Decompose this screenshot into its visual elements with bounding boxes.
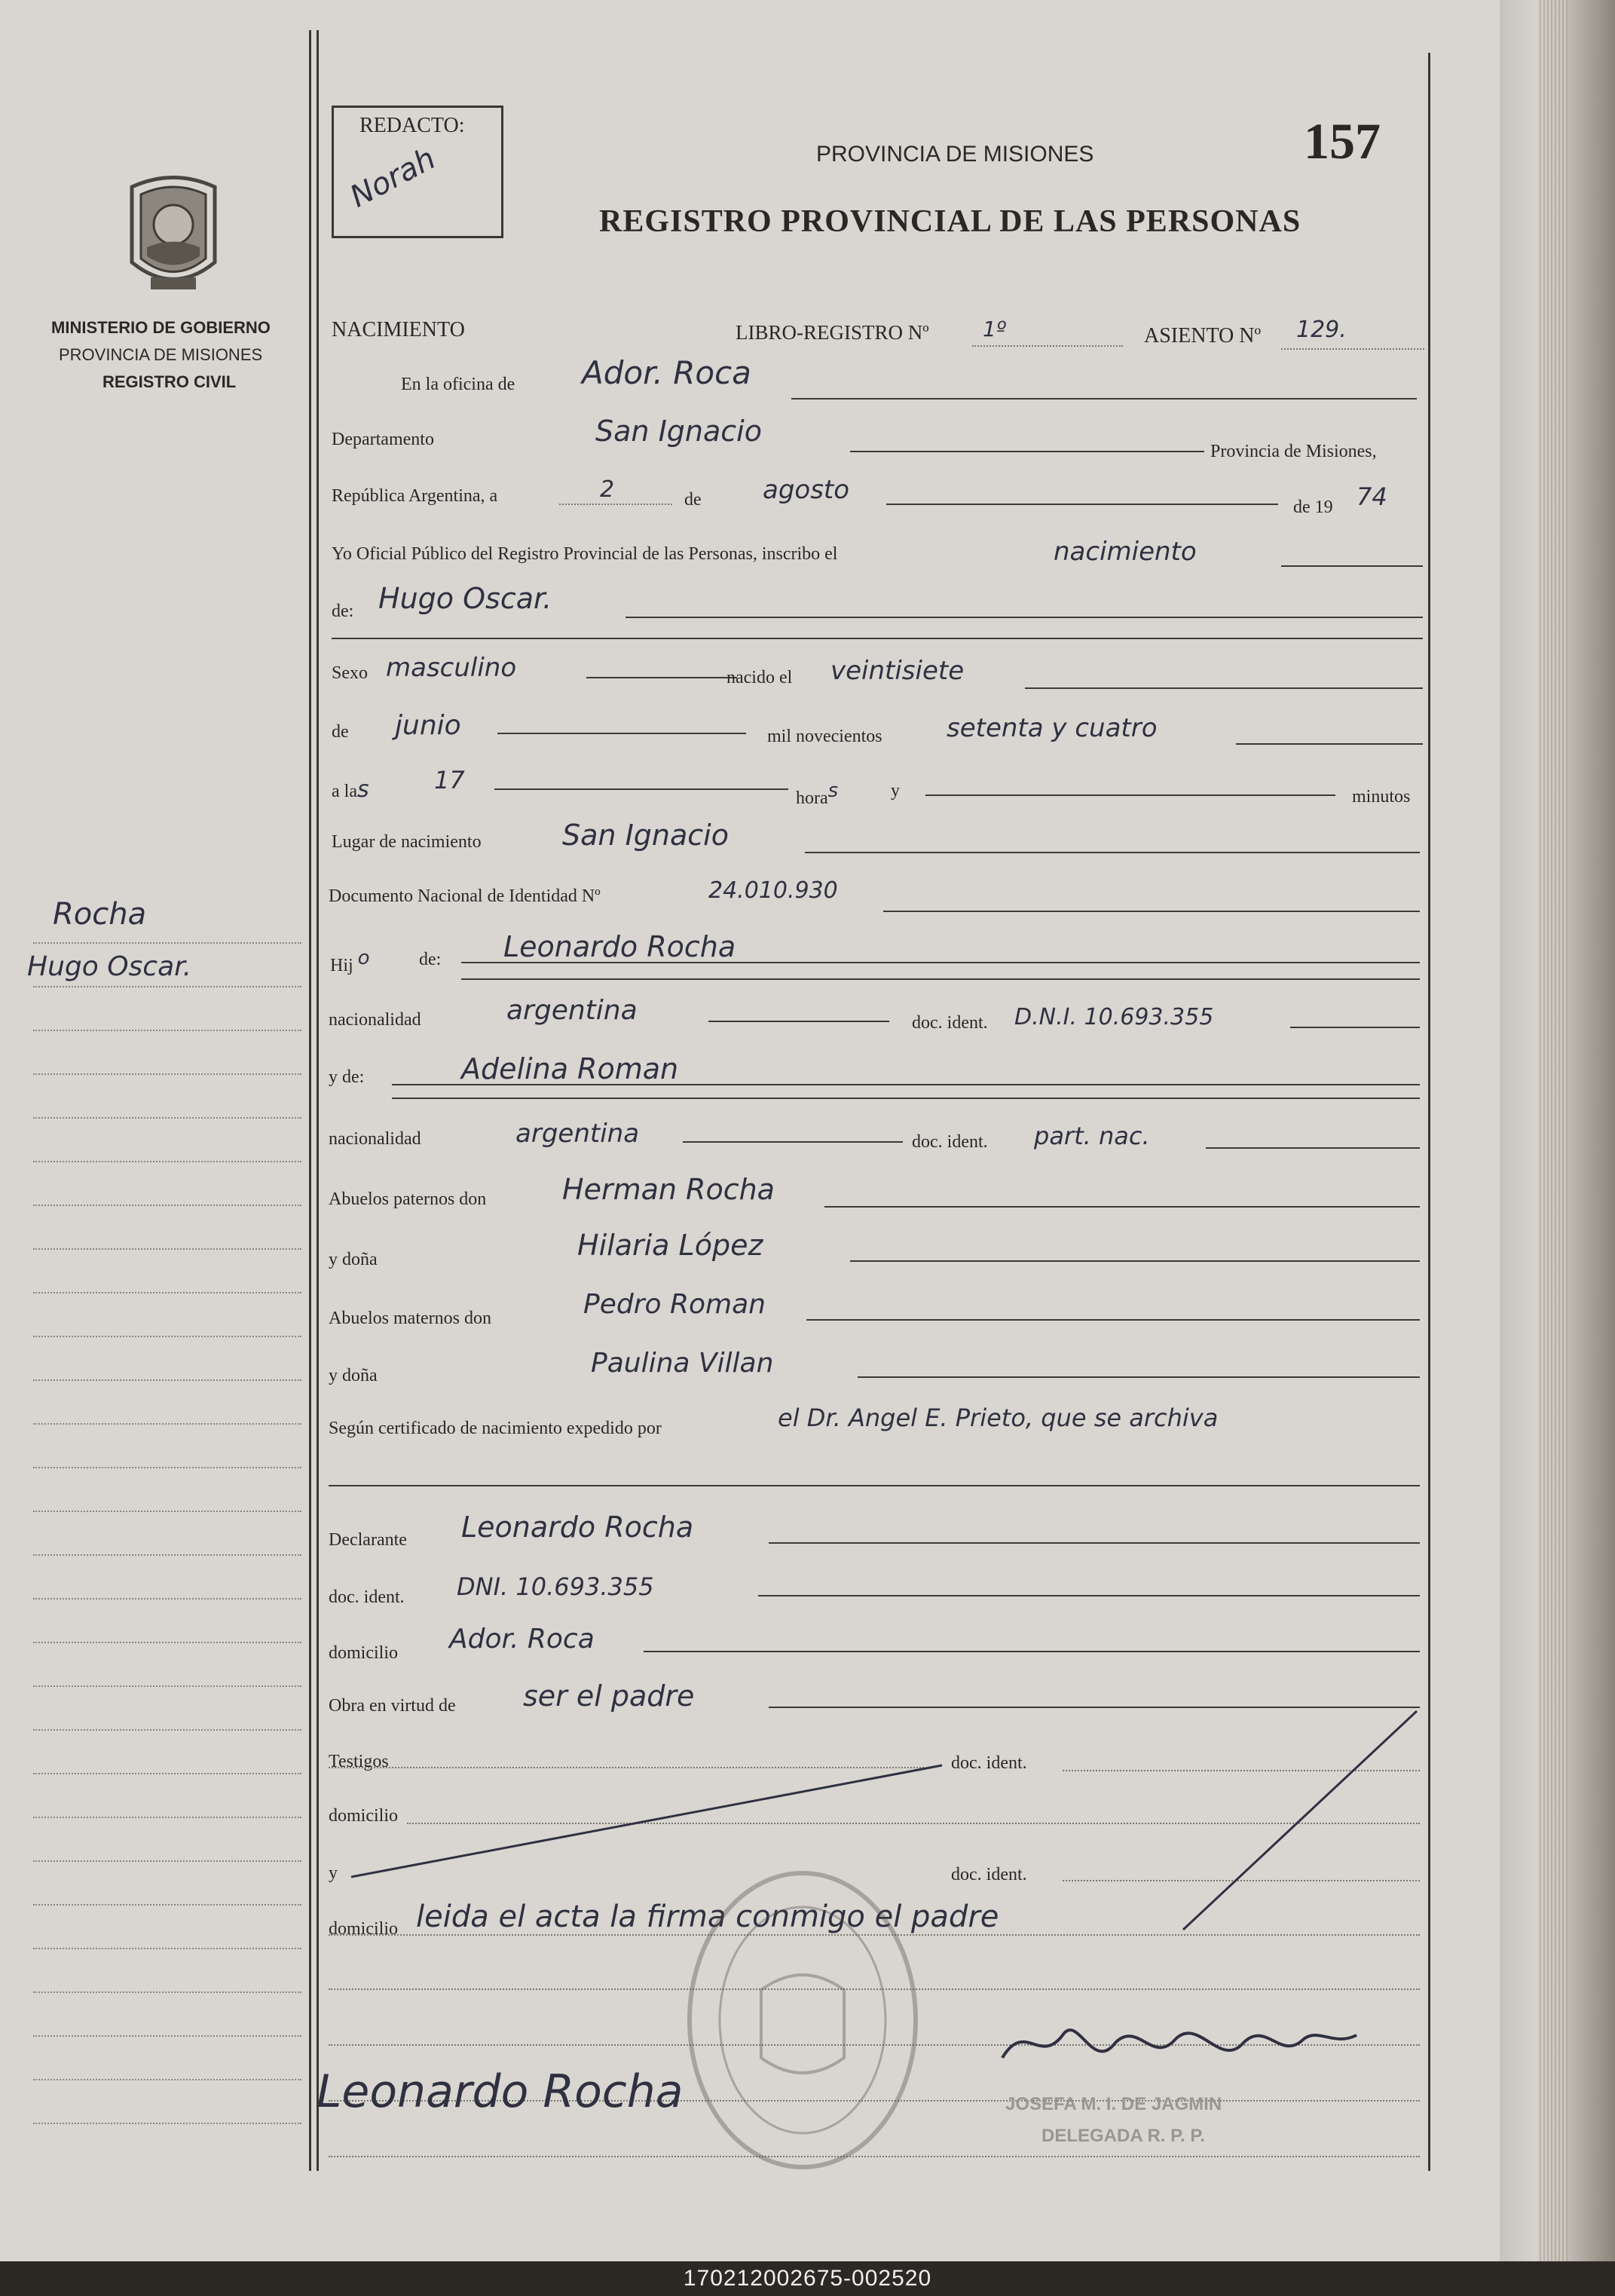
de-label: de bbox=[684, 490, 702, 510]
republica-label: República Argentina, a bbox=[332, 486, 498, 506]
sexo-label: Sexo bbox=[332, 663, 368, 683]
ydona2-label: y doña bbox=[329, 1366, 378, 1385]
obra-label: Obra en virtud de bbox=[329, 1696, 456, 1716]
departamento-label: Departamento bbox=[332, 430, 434, 449]
asiento-label: ASIENTO Nº bbox=[1144, 324, 1262, 347]
segun-value: el Dr. Angel E. Prieto, que se archiva bbox=[778, 1404, 1219, 1432]
nacido-value: veintisiete bbox=[830, 656, 965, 686]
signature-left: Leonardo Rocha bbox=[317, 2065, 684, 2118]
stacked-pages bbox=[1537, 0, 1568, 2261]
sexo-value: masculino bbox=[386, 653, 517, 683]
padre-value: Leonardo Rocha bbox=[503, 930, 736, 963]
hijo-text: Hij bbox=[330, 956, 353, 975]
oficina-value: Ador. Roca bbox=[582, 354, 751, 391]
document-id-footer: 170212002675-002520 bbox=[0, 2261, 1615, 2296]
abp-value: Herman Rocha bbox=[562, 1173, 775, 1206]
leida-value: leida el acta la firma conmigo el padre bbox=[416, 1900, 999, 1934]
declarante-value: Leonardo Rocha bbox=[461, 1511, 694, 1544]
page-title: REGISTRO PROVINCIAL DE LAS PERSONAS bbox=[599, 204, 1301, 239]
redacto-label: REDACTO: bbox=[359, 114, 465, 137]
declarante-label: Declarante bbox=[329, 1530, 407, 1550]
docid3-label: doc. ident. bbox=[329, 1587, 405, 1607]
domicilio1-label: domicilio bbox=[329, 1643, 398, 1663]
page-number: 157 bbox=[1304, 112, 1381, 170]
nacido-label: nacido el bbox=[726, 668, 793, 687]
horas-text: hora bbox=[796, 788, 828, 808]
domicilio2-label: domicilio bbox=[329, 1806, 398, 1826]
ala-suffix: s bbox=[356, 776, 369, 803]
abm-value: Pedro Roman bbox=[583, 1289, 766, 1320]
docid3-value: DNI. 10.693.355 bbox=[457, 1572, 654, 1601]
type-label: NACIMIENTO bbox=[332, 318, 465, 341]
madre-value: Adelina Roman bbox=[461, 1052, 679, 1085]
abp-label: Abuelos paternos don bbox=[329, 1189, 487, 1209]
de-mes-label: de bbox=[332, 722, 349, 742]
ydona1-label: y doña bbox=[329, 1250, 378, 1269]
registry-heading: REGISTRO CIVIL bbox=[102, 372, 237, 391]
dni-value: 24.010.930 bbox=[708, 877, 838, 904]
libro-label: LIBRO-REGISTRO Nº bbox=[736, 321, 929, 344]
year-value: 74 bbox=[1357, 482, 1387, 511]
y-label: y bbox=[891, 781, 900, 801]
lugar-value: San Ignacio bbox=[562, 819, 729, 852]
de-name-label: de: bbox=[332, 602, 354, 621]
yde-label: y de: bbox=[329, 1067, 365, 1087]
domicilio3-label: domicilio bbox=[329, 1919, 398, 1939]
docid4-label: doc. ident. bbox=[951, 1753, 1027, 1773]
signature-stamp-line1: JOSEFA M. I. DE JAGMIN bbox=[1005, 2094, 1222, 2114]
docid2-value: part. nac. bbox=[1034, 1122, 1150, 1150]
oficina-label: En la oficina de bbox=[401, 375, 515, 394]
mes-value: junio bbox=[395, 710, 461, 741]
margin-surname: Rocha bbox=[53, 897, 147, 932]
libro-value: 1º bbox=[983, 317, 1007, 341]
departamento-value: San Ignacio bbox=[595, 415, 762, 448]
horas-suffix: s bbox=[827, 779, 839, 802]
provincia-label: Provincia de Misiones, bbox=[1210, 442, 1377, 461]
nac2-value: argentina bbox=[515, 1119, 640, 1149]
de-year-label: de 19 bbox=[1293, 497, 1333, 517]
hora-value: 17 bbox=[434, 766, 465, 794]
abm-label: Abuelos maternos don bbox=[329, 1309, 491, 1328]
segun-label: Según certificado de nacimiento expedido por bbox=[329, 1419, 662, 1438]
nac1-value: argentina bbox=[506, 995, 638, 1026]
ministry-heading: MINISTERIO DE GOBIERNO bbox=[51, 318, 271, 337]
docid1-label: doc. ident. bbox=[912, 1013, 988, 1033]
obra-value: ser el padre bbox=[523, 1679, 695, 1713]
official-stamp bbox=[678, 1862, 927, 2178]
ydona1-value: Hilaria López bbox=[577, 1229, 763, 1262]
hijo-de-label: de: bbox=[419, 950, 442, 969]
dni-label: Documento Nacional de Identidad Nº bbox=[329, 886, 601, 906]
docid2-label: doc. ident. bbox=[912, 1132, 988, 1152]
domicilio1-value: Ador. Roca bbox=[449, 1624, 595, 1655]
docid5-label: doc. ident. bbox=[951, 1865, 1027, 1884]
lugar-label: Lugar de nacimiento bbox=[332, 832, 482, 852]
ydona2-value: Paulina Villan bbox=[591, 1348, 774, 1379]
nac1-label: nacionalidad bbox=[329, 1010, 421, 1030]
asiento-value: 129. bbox=[1296, 317, 1347, 343]
name-value: Hugo Oscar. bbox=[378, 582, 552, 615]
month-value: agosto bbox=[763, 475, 850, 505]
day-value: 2 bbox=[600, 476, 615, 503]
redacto-value: Norah bbox=[344, 141, 442, 215]
signature-stamp-line2: DELEGADA R. P. P. bbox=[1041, 2126, 1205, 2146]
signature-right-scrawl bbox=[995, 2005, 1364, 2088]
oficial-text: Yo Oficial Público del Registro Provincial de las Personas, inscribo el bbox=[332, 544, 838, 564]
province-heading: PROVINCIA DE MISIONES bbox=[59, 345, 263, 364]
docid1-value: D.N.I. 10.693.355 bbox=[1014, 1004, 1214, 1030]
testigos-label: Testigos bbox=[329, 1752, 389, 1771]
mil-label: mil novecientos bbox=[767, 727, 882, 746]
minutos-label: minutos bbox=[1352, 787, 1411, 807]
hijo-suffix: o bbox=[357, 947, 370, 969]
margin-names: Hugo Oscar. bbox=[27, 951, 192, 982]
header-province: PROVINCIA DE MISIONES bbox=[816, 142, 1094, 167]
y2-label: y bbox=[329, 1863, 338, 1883]
mil-value: setenta y cuatro bbox=[947, 713, 1158, 743]
ala-text: a la bbox=[332, 782, 357, 801]
nac2-label: nacionalidad bbox=[329, 1129, 421, 1149]
inscribo-value: nacimiento bbox=[1054, 537, 1197, 567]
